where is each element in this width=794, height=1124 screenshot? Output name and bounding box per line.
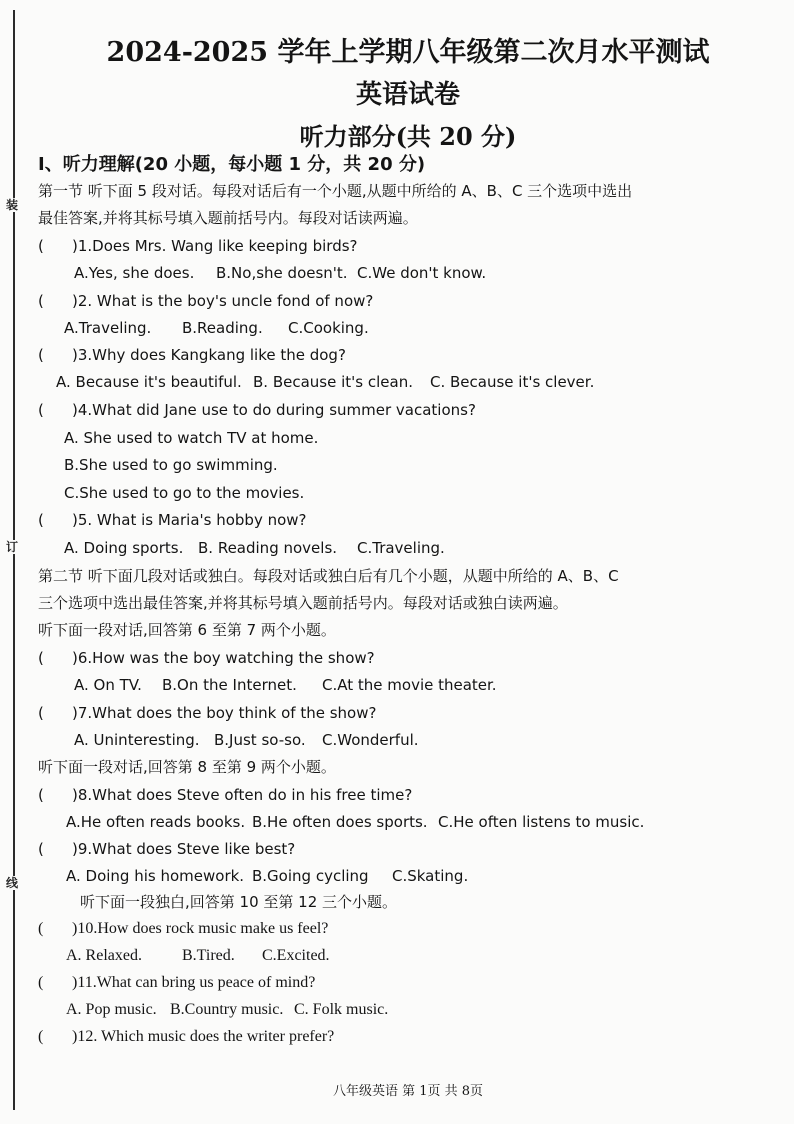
option-a: A. Because it's beautiful.: [56, 373, 242, 391]
answer-blank[interactable]: (: [38, 974, 44, 991]
instruction-6-7: 听下面一段对话,回答第 6 至第 7 两个小题。: [38, 621, 336, 639]
exam-title: 2024-2025 学年上学期八年级第二次月水平测试: [106, 37, 710, 68]
option-b: B.Reading.: [182, 319, 263, 337]
option-c: C.Wonderful.: [322, 731, 419, 749]
option-4c: C.She used to go to the movies.: [64, 484, 305, 502]
question-stem: )7.What does the boy think of the show?: [72, 704, 377, 722]
option-a: A. Relaxed.: [66, 947, 142, 964]
side-mark-xian: 线: [2, 876, 22, 890]
option-b: B.Tired.: [182, 947, 235, 964]
question-8: [38, 785, 412, 805]
part2-instruction-2: 三个选项中选出最佳答案,并将其标号填入题前括号内。每段对话或独白读两遍。: [38, 594, 568, 612]
question-6: [38, 648, 375, 668]
option-c: C. Because it's clever.: [430, 373, 595, 391]
option-b: B. Reading novels.: [198, 539, 338, 557]
page-footer: 八年级英语 第 1页 共 8页: [332, 1084, 484, 1099]
answer-blank[interactable]: (: [38, 649, 44, 667]
instruction-10-12: 听下面一段独白,回答第 10 至第 12 三个小题。: [80, 893, 398, 911]
option-c: C.Skating.: [392, 867, 469, 885]
question-2: [38, 291, 373, 311]
answer-blank[interactable]: (: [38, 1028, 44, 1045]
part-title: 听力部分(共 20 分): [299, 122, 517, 151]
option-b: B.No,she doesn't.: [216, 264, 348, 282]
options-10: [66, 946, 330, 966]
question-4: [38, 400, 476, 420]
options-2: [64, 318, 369, 338]
option-a: A. Doing his homework.: [66, 867, 245, 885]
option-4a: A. She used to watch TV at home.: [64, 429, 319, 447]
question-12: [38, 1027, 334, 1047]
option-b: B.Country music.: [170, 1001, 284, 1018]
option-c: C.Traveling.: [357, 539, 445, 557]
part1-instruction-2: 最佳答案,并将其标号填入题前括号内。每段对话读两遍。: [38, 209, 418, 227]
option-b: B.He often does sports.: [252, 813, 428, 831]
options-6: [74, 675, 497, 695]
exam-subtitle: 英语试卷: [355, 80, 460, 110]
question-stem: )8.What does Steve often do in his free time?: [72, 786, 413, 804]
question-stem: )6.How was the boy watching the show?: [72, 649, 375, 667]
question-7: [38, 703, 376, 723]
side-mark-zhuang: 装: [2, 198, 22, 212]
answer-blank[interactable]: (: [38, 346, 44, 364]
question-5: [38, 510, 307, 530]
option-a: A.Yes, she does.: [74, 264, 195, 282]
options-5: [64, 538, 445, 558]
option-a: A.He often reads books.: [66, 813, 246, 831]
options-1: [74, 263, 486, 283]
options-8: [66, 812, 644, 832]
question-stem: )4.What did Jane use to do during summer vacations?: [72, 401, 476, 419]
option-b: B.On the Internet.: [162, 676, 297, 694]
options-9: [66, 866, 468, 886]
question-stem: )10.How does rock music make us feel?: [72, 920, 329, 937]
option-c: C.Excited.: [262, 947, 330, 964]
question-stem: )11.What can bring us peace of mind?: [72, 974, 316, 991]
option-b: B.Going cycling: [252, 867, 369, 885]
option-c: C.At the movie theater.: [322, 676, 497, 694]
option-b: B. Because it's clean.: [253, 373, 413, 391]
part1-instruction-1: 第一节 听下面 5 段对话。每段对话后有一个小题,从题中所给的 A、B、C 三个选项中选出: [38, 182, 633, 200]
option-4b: B.She used to go swimming.: [64, 456, 278, 474]
option-c: C.Cooking.: [288, 319, 369, 337]
options-11: [66, 1000, 388, 1020]
part2-instruction-1: 第二节 听下面几段对话或独白。每段对话或独白后有几个小题，从题中所给的 A、B、C: [38, 567, 619, 585]
question-stem: )12. Which music does the writer prefer?: [72, 1028, 335, 1045]
option-a: A. Pop music.: [66, 1001, 157, 1018]
answer-blank[interactable]: (: [38, 401, 44, 419]
option-c: C. Folk music.: [294, 1001, 389, 1018]
options-3: [56, 372, 594, 392]
answer-blank[interactable]: (: [38, 840, 44, 858]
answer-blank[interactable]: (: [38, 292, 44, 310]
option-a: A.Traveling.: [64, 319, 152, 337]
instruction-8-9: 听下面一段对话,回答第 8 至第 9 两个小题。: [38, 758, 336, 776]
option-a: A. On TV.: [74, 676, 142, 694]
question-10: [38, 919, 328, 939]
question-11: [38, 973, 315, 993]
question-3: [38, 345, 346, 365]
answer-blank[interactable]: (: [38, 237, 44, 255]
side-mark-ding: 订: [2, 540, 22, 554]
binding-line: [13, 10, 15, 1110]
option-a: A. Doing sports.: [64, 539, 184, 557]
option-a: A. Uninteresting.: [74, 731, 200, 749]
question-stem: )5. What is Maria's hobby now?: [72, 511, 307, 529]
question-stem: )1.Does Mrs. Wang like keeping birds?: [72, 237, 358, 255]
answer-blank[interactable]: (: [38, 704, 44, 722]
answer-blank[interactable]: (: [38, 786, 44, 804]
answer-blank[interactable]: (: [38, 511, 44, 529]
question-stem: )3.Why does Kangkang like the dog?: [72, 346, 346, 364]
question-1: [38, 236, 358, 256]
option-c: C.We don't know.: [357, 264, 487, 282]
option-c: C.He often listens to music.: [438, 813, 645, 831]
option-b: B.Just so-so.: [214, 731, 306, 749]
question-stem: )9.What does Steve like best?: [72, 840, 296, 858]
options-7: [74, 730, 419, 750]
answer-blank[interactable]: (: [38, 920, 44, 937]
section-heading: Ⅰ、听力理解(20 小题，每小题 1 分，共 20 分): [38, 154, 426, 175]
question-stem: )2. What is the boy's uncle fond of now?: [72, 292, 374, 310]
question-9: [38, 839, 295, 859]
